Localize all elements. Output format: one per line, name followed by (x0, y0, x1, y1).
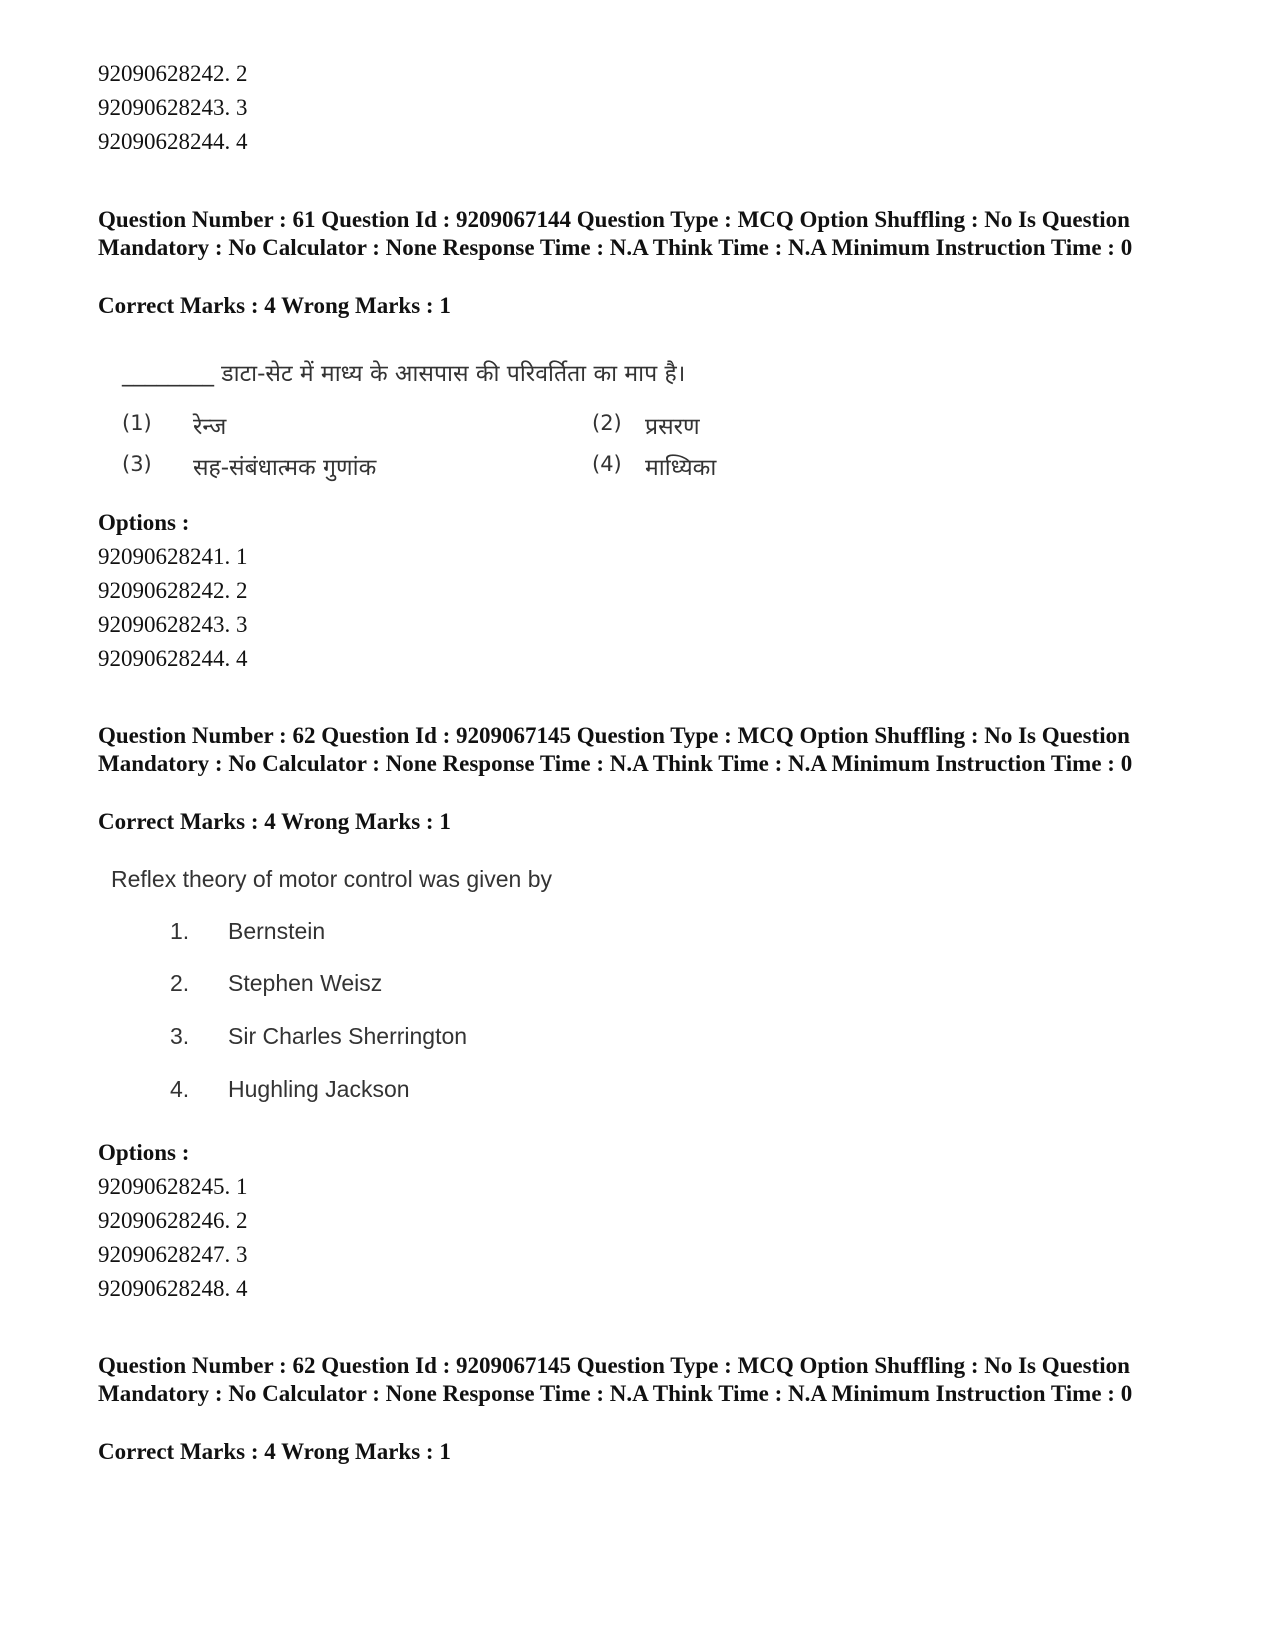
q62-choice-num: 2. (170, 970, 190, 996)
q62-choice-text: Sir Charles Sherrington (228, 1023, 468, 1049)
q61-options-label: Options : (98, 510, 190, 535)
q62-choice-text: Stephen Weisz (228, 970, 383, 996)
q61-header: Question Number : 61 Question Id : 9209067144 Question Type : MCQ Option Shuffling : No Is Question Mandatory : No Calculator : None Response Time : N.A Think Time : N.A Minimum Instruction Time : 0 (98, 207, 1133, 260)
option-item: 92090628242. 2 (98, 578, 248, 603)
q61-choice-text: रेन्ज (193, 414, 227, 440)
option-item: 92090628245. 1 (98, 1174, 248, 1199)
q61-choice-text: माध्यिका (645, 455, 717, 481)
q61-question-text: ________ डाटा-सेट में माध्य के आसपास की परिवर्तिता का माप है। (122, 361, 686, 387)
q61-choice-num: (2) (592, 411, 622, 435)
option-item: 92090628247. 3 (98, 1242, 248, 1267)
q61-choice-num: (1) (122, 411, 152, 435)
q61-choice-text: प्रसरण (645, 414, 700, 440)
option-item: 92090628243. 3 (98, 95, 248, 120)
option-item: 92090628244. 4 (98, 646, 248, 671)
option-item: 92090628242. 2 (98, 61, 248, 86)
top-options-list (98, 57, 248, 159)
q62b-header: Question Number : 62 Question Id : 9209067145 Question Type : MCQ Option Shuffling : No Is Question Mandatory : No Calculator : None Response Time : N.A Think Time : N.A Minimum Instruction Time : 0 (98, 1353, 1133, 1406)
q62-options-label: Options : (98, 1140, 190, 1165)
q62-header: Question Number : 62 Question Id : 9209067145 Question Type : MCQ Option Shuffling : No Is Question Mandatory : No Calculator : None Response Time : N.A Think Time : N.A Minimum Instruction Time : 0 (98, 723, 1133, 776)
q62-choice-num: 3. (170, 1023, 190, 1049)
q62-question-text: Reflex theory of motor control was given by (111, 866, 553, 892)
option-item: 92090628244. 4 (98, 129, 248, 154)
q62-choice-num: 4. (170, 1076, 190, 1102)
q62-marks: Correct Marks : 4 Wrong Marks : 1 (98, 809, 451, 834)
q61-marks: Correct Marks : 4 Wrong Marks : 1 (98, 293, 451, 318)
q62-choice-num: 1. (170, 918, 190, 944)
q61-choice-num: (3) (122, 452, 152, 476)
option-item: 92090628246. 2 (98, 1208, 248, 1233)
q62b-marks: Correct Marks : 4 Wrong Marks : 1 (98, 1439, 451, 1464)
q61-choice-num: (4) (592, 452, 622, 476)
option-item: 92090628243. 3 (98, 612, 248, 637)
q62-choice-text: Bernstein (228, 918, 326, 944)
q62-options-list (98, 1170, 248, 1306)
q61-options-list (98, 540, 248, 676)
q61-choice-text: सह-संबंधात्मक गुणांक (193, 455, 377, 481)
option-item: 92090628248. 4 (98, 1276, 248, 1301)
option-item: 92090628241. 1 (98, 544, 248, 569)
q62-choice-text: Hughling Jackson (228, 1076, 410, 1102)
